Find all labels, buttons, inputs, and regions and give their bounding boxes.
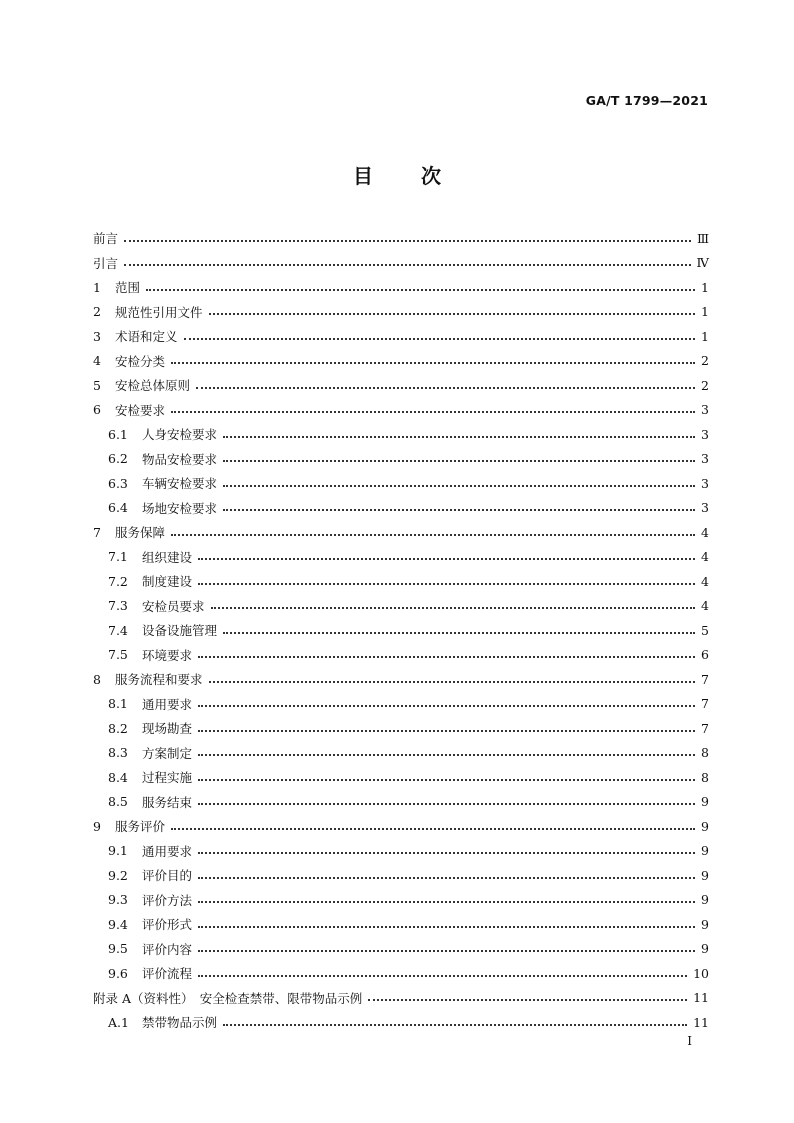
toc-entry[interactable] (93, 863, 709, 888)
toc-entry-number: 9.2 (108, 867, 128, 883)
toc-entry-label: 评价内容 (142, 941, 193, 957)
toc-entry[interactable] (93, 226, 709, 251)
table-of-contents (93, 226, 709, 1035)
toc-entry[interactable] (93, 349, 709, 374)
toc-entry[interactable] (93, 986, 709, 1011)
toc-entry[interactable] (93, 324, 709, 349)
dot-leader (146, 288, 695, 291)
toc-entry-number: 7.1 (108, 549, 128, 565)
toc-entry[interactable] (93, 643, 709, 668)
toc-entry-page: 9 (701, 843, 709, 859)
toc-entry-label: 车辆安检要求 (142, 476, 218, 492)
toc-entry[interactable] (93, 373, 709, 398)
toc-entry-label: 服务保障 (115, 525, 166, 541)
toc-entry[interactable] (93, 618, 709, 643)
toc-entry-page: 9 (701, 941, 709, 957)
toc-entry-label: 服务结束 (142, 794, 193, 810)
toc-entry-number: 7.5 (108, 647, 128, 663)
toc-entry-label: 评价目的 (142, 868, 193, 884)
toc-entry-page: 10 (693, 965, 709, 981)
toc-entry-number: 6.2 (108, 451, 128, 467)
toc-entry-page: 9 (701, 818, 709, 834)
toc-entry-number: A.1 (108, 1014, 129, 1030)
dot-leader (223, 484, 695, 487)
dot-leader (124, 239, 691, 242)
dot-leader (171, 410, 695, 413)
toc-entry-label: 引言 (93, 255, 119, 271)
toc-entry-label: 环境要求 (142, 647, 193, 663)
toc-entry[interactable] (93, 961, 709, 986)
toc-entry-number: 7.2 (108, 573, 128, 589)
toc-entry-number: 7.4 (108, 622, 128, 638)
toc-entry-number: 9.6 (108, 965, 128, 981)
dot-leader (209, 312, 695, 315)
toc-entry-page: 4 (701, 524, 709, 540)
toc-entry-label: 物品安检要求 (142, 451, 218, 467)
toc-entry-page: 1 (701, 279, 709, 295)
toc-entry[interactable] (93, 275, 709, 300)
toc-entry-label: 术语和定义 (115, 329, 178, 345)
toc-entry-number: 8.5 (108, 794, 128, 810)
dot-leader (223, 459, 695, 462)
toc-entry-page: 5 (701, 622, 709, 638)
toc-entry-page: 3 (701, 475, 709, 491)
toc-entry-page: 9 (701, 794, 709, 810)
toc-entry-page: 9 (701, 867, 709, 883)
toc-entry[interactable] (93, 741, 709, 766)
dot-leader (124, 263, 690, 266)
dot-leader (171, 361, 695, 364)
toc-entry[interactable] (93, 251, 709, 276)
toc-entry[interactable] (93, 447, 709, 472)
dot-leader (223, 631, 695, 634)
toc-entry-label: 评价形式 (142, 917, 193, 933)
toc-entry-page: 3 (701, 500, 709, 516)
toc-entry-page: 3 (701, 426, 709, 442)
toc-entry-number: 7.3 (108, 598, 128, 614)
toc-entry-page: 11 (693, 1014, 709, 1030)
toc-entry-page: 9 (701, 892, 709, 908)
toc-entry-number: 8 (93, 671, 101, 687)
toc-entry-page: 4 (701, 598, 709, 614)
dot-leader (196, 386, 695, 389)
toc-entry-page: 1 (701, 328, 709, 344)
toc-entry-label: 前言 (93, 231, 119, 247)
toc-entry-number: 7 (93, 524, 101, 540)
toc-entry[interactable] (93, 1010, 709, 1035)
toc-entry[interactable] (93, 912, 709, 937)
dot-leader (209, 680, 695, 683)
toc-entry-number: 4 (93, 353, 101, 369)
toc-entry-page: 3 (701, 451, 709, 467)
toc-entry-number: 1 (93, 279, 101, 295)
toc-entry-number: 9.5 (108, 941, 128, 957)
toc-entry-label: 安检要求 (115, 402, 166, 418)
toc-entry-label: 组织建设 (142, 549, 193, 565)
toc-entry[interactable] (93, 814, 709, 839)
toc-entry-page: 7 (701, 671, 709, 687)
toc-entry-page: 4 (701, 573, 709, 589)
toc-entry-page: 1 (701, 304, 709, 320)
toc-entry-label: 方案制定 (142, 745, 193, 761)
dot-leader (198, 753, 695, 756)
toc-entry-number: 8.2 (108, 720, 128, 736)
toc-entry-label: 通用要求 (142, 696, 193, 712)
dot-leader (368, 998, 687, 1001)
toc-entry-label: 安检总体原则 (115, 378, 191, 394)
dot-leader (198, 729, 695, 732)
dot-leader (198, 974, 687, 977)
toc-entry-label: 安检分类 (115, 353, 166, 369)
dot-leader (198, 704, 695, 707)
toc-entry-label: 制度建设 (142, 574, 193, 590)
toc-entry-label: 现场勘查 (142, 721, 193, 737)
dot-leader (198, 778, 695, 781)
toc-entry-number: 9.4 (108, 916, 128, 932)
standard-code: GA/T 1799—2021 (585, 93, 708, 108)
toc-entry[interactable] (93, 937, 709, 962)
toc-entry-number: 6.3 (108, 475, 128, 491)
toc-entry[interactable] (93, 569, 709, 594)
toc-entry[interactable] (93, 422, 709, 447)
toc-entry[interactable] (93, 667, 709, 692)
toc-entry-page: 11 (693, 990, 709, 1006)
toc-entry-label: 评价方法 (142, 892, 193, 908)
dot-leader (198, 582, 695, 585)
toc-entry[interactable] (93, 716, 709, 741)
dot-leader (198, 802, 695, 805)
toc-entry-number: 6.4 (108, 500, 128, 516)
toc-entry[interactable] (93, 545, 709, 570)
dot-leader (198, 655, 695, 658)
dot-leader (211, 606, 695, 609)
toc-entry[interactable] (93, 520, 709, 545)
toc-entry-number: 8.1 (108, 696, 128, 712)
dot-leader (171, 827, 695, 830)
toc-entry-label: 规范性引用文件 (115, 304, 203, 320)
toc-entry-page: 8 (701, 769, 709, 785)
toc-entry[interactable] (93, 594, 709, 619)
toc-entry[interactable] (93, 692, 709, 717)
toc-entry-label: 评价流程 (142, 966, 193, 982)
dot-leader (223, 435, 695, 438)
title-char-1: 目 (353, 164, 373, 188)
dot-leader (184, 337, 695, 340)
toc-entry-page: 2 (701, 353, 709, 369)
title-char-2: 次 (421, 164, 441, 188)
toc-entry-label: 服务评价 (115, 819, 166, 835)
toc-entry[interactable] (93, 398, 709, 423)
toc-entry-label: 服务流程和要求 (115, 672, 203, 688)
toc-entry-number: 5 (93, 377, 101, 393)
page-title (0, 160, 794, 189)
toc-entry-label: 人身安检要求 (142, 427, 218, 443)
dot-leader (198, 876, 695, 879)
toc-entry-page: Ⅲ (696, 230, 709, 246)
toc-entry-page: 9 (701, 916, 709, 932)
toc-entry-page: 4 (701, 549, 709, 565)
toc-entry-number: 3 (93, 328, 101, 344)
toc-entry-label: 附录 A（资料性） 安全检查禁带、限带物品示例 (93, 990, 363, 1006)
toc-entry-label: 通用要求 (142, 843, 193, 859)
toc-entry-number: 9 (93, 818, 101, 834)
toc-entry-page: 3 (701, 402, 709, 418)
toc-entry-label: 禁带物品示例 (142, 1015, 218, 1031)
toc-entry-page: 7 (701, 696, 709, 712)
dot-leader (223, 1023, 687, 1026)
toc-entry-page: 6 (701, 647, 709, 663)
toc-entry-page: Ⅳ (696, 255, 709, 271)
toc-entry-number: 8.3 (108, 745, 128, 761)
toc-entry-label: 安检员要求 (142, 598, 205, 614)
toc-entry[interactable] (93, 839, 709, 864)
toc-entry-page: 2 (701, 377, 709, 393)
dot-leader (171, 533, 695, 536)
page-number: I (687, 1034, 692, 1048)
dot-leader (198, 900, 695, 903)
toc-entry[interactable] (93, 300, 709, 325)
toc-entry-number: 2 (93, 304, 101, 320)
toc-entry[interactable] (93, 496, 709, 521)
toc-entry-label: 场地安检要求 (142, 500, 218, 516)
toc-entry[interactable] (93, 471, 709, 496)
toc-entry-number: 6 (93, 402, 101, 418)
toc-entry[interactable] (93, 790, 709, 815)
toc-entry-label: 范围 (115, 280, 141, 296)
toc-entry-page: 7 (701, 720, 709, 736)
toc-entry-page: 8 (701, 745, 709, 761)
dot-leader (223, 508, 695, 511)
toc-entry-number: 9.3 (108, 892, 128, 908)
dot-leader (198, 925, 695, 928)
toc-entry-label: 设备设施管理 (142, 623, 218, 639)
dot-leader (198, 949, 695, 952)
toc-entry-number: 9.1 (108, 843, 128, 859)
dot-leader (198, 557, 695, 560)
toc-entry-number: 6.1 (108, 426, 128, 442)
toc-entry-label: 过程实施 (142, 770, 193, 786)
toc-entry[interactable] (93, 888, 709, 913)
toc-entry[interactable] (93, 765, 709, 790)
dot-leader (198, 851, 695, 854)
toc-entry-number: 8.4 (108, 769, 128, 785)
